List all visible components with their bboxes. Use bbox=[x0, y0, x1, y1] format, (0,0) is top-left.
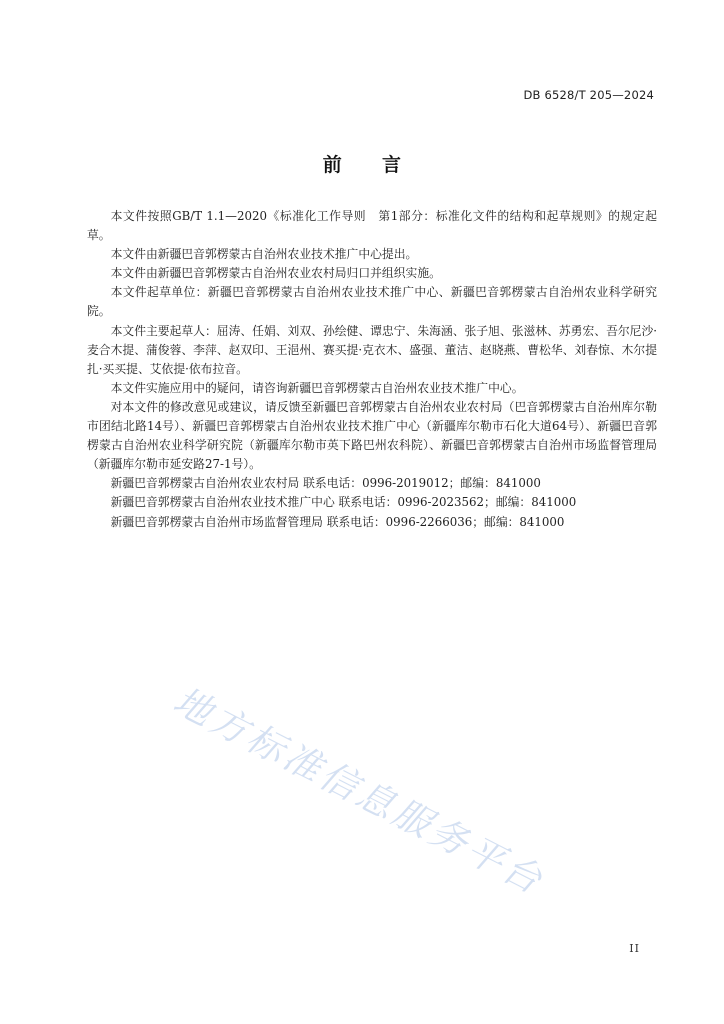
page-title bbox=[0, 150, 724, 177]
contact-line: 新疆巴音郭楞蒙古自治州农业技术推广中心 联系电话：0996-2023562；邮编：841000 bbox=[110, 495, 577, 510]
paragraph-proposer: 本文件由新疆巴音郭楞蒙古自治州农业技术推广中心提出。 bbox=[110, 247, 418, 262]
title-char-1: 前 bbox=[322, 154, 342, 176]
paragraph-drafting-units: 本文件起草单位：新疆巴音郭楞蒙古自治州农业技术推广中心、新疆巴音郭楞蒙古自治州农业科学研究院。 bbox=[87, 285, 657, 319]
contact-line: 新疆巴音郭楞蒙古自治州农业农村局 联系电话：0996-2019012；邮编：841000 bbox=[110, 476, 541, 491]
standard-code: DB 6528/T 205—2024 bbox=[523, 88, 654, 102]
contact-line: 新疆巴音郭楞蒙古自治州市场监督管理局 联系电话：0996-2266036；邮编：841000 bbox=[110, 514, 565, 529]
paragraph-administrator: 本文件由新疆巴音郭楞蒙古自治州农业农村局归口并组织实施。 bbox=[110, 266, 441, 281]
title-char-2: 言 bbox=[382, 154, 402, 176]
page-number: II bbox=[629, 942, 640, 955]
paragraph-drafting-rules: 本文件按照GB/T 1.1—2020《标准化工作导则 第1部分：标准化文件的结构和起草规则》的规定起草。 bbox=[87, 209, 657, 243]
foreword-body bbox=[87, 207, 657, 532]
paragraph-feedback: 对本文件的修改意见或建议，请反馈至新疆巴音郭楞蒙古自治州农业农村局（巴音郭楞蒙古自治州库尔勒市团结北路14号）、新疆巴音郭楞蒙古自治州农业技术推广中心（新疆库尔勒市石化大道64号）、新疆巴音郭楞蒙古自治州农业科学研究院（新疆库尔勒市英下路巴州农科院）、新疆巴音郭楞蒙古自治州市场监督管理局（新疆库尔勒市延安路27-1号）。 bbox=[87, 399, 657, 472]
paragraph-drafters: 本文件主要起草人：屈涛、任娟、刘双、孙绘健、谭忠宁、朱海涵、张子旭、张滋林、苏勇宏、吾尔尼沙·麦合木提、蒲俊蓉、李萍、赵双印、王浥州、赛买提·克衣木、盛强、董洁、赵晓燕、曹松华、刘春惊、木尔提扎·买买提、艾依提·依布拉音。 bbox=[87, 323, 658, 376]
paragraph-inquiries: 本文件实施应用中的疑问，请咨询新疆巴音郭楞蒙古自治州农业技术推广中心。 bbox=[110, 380, 524, 395]
watermark: 地方标准信息服务平台 bbox=[166, 678, 552, 904]
